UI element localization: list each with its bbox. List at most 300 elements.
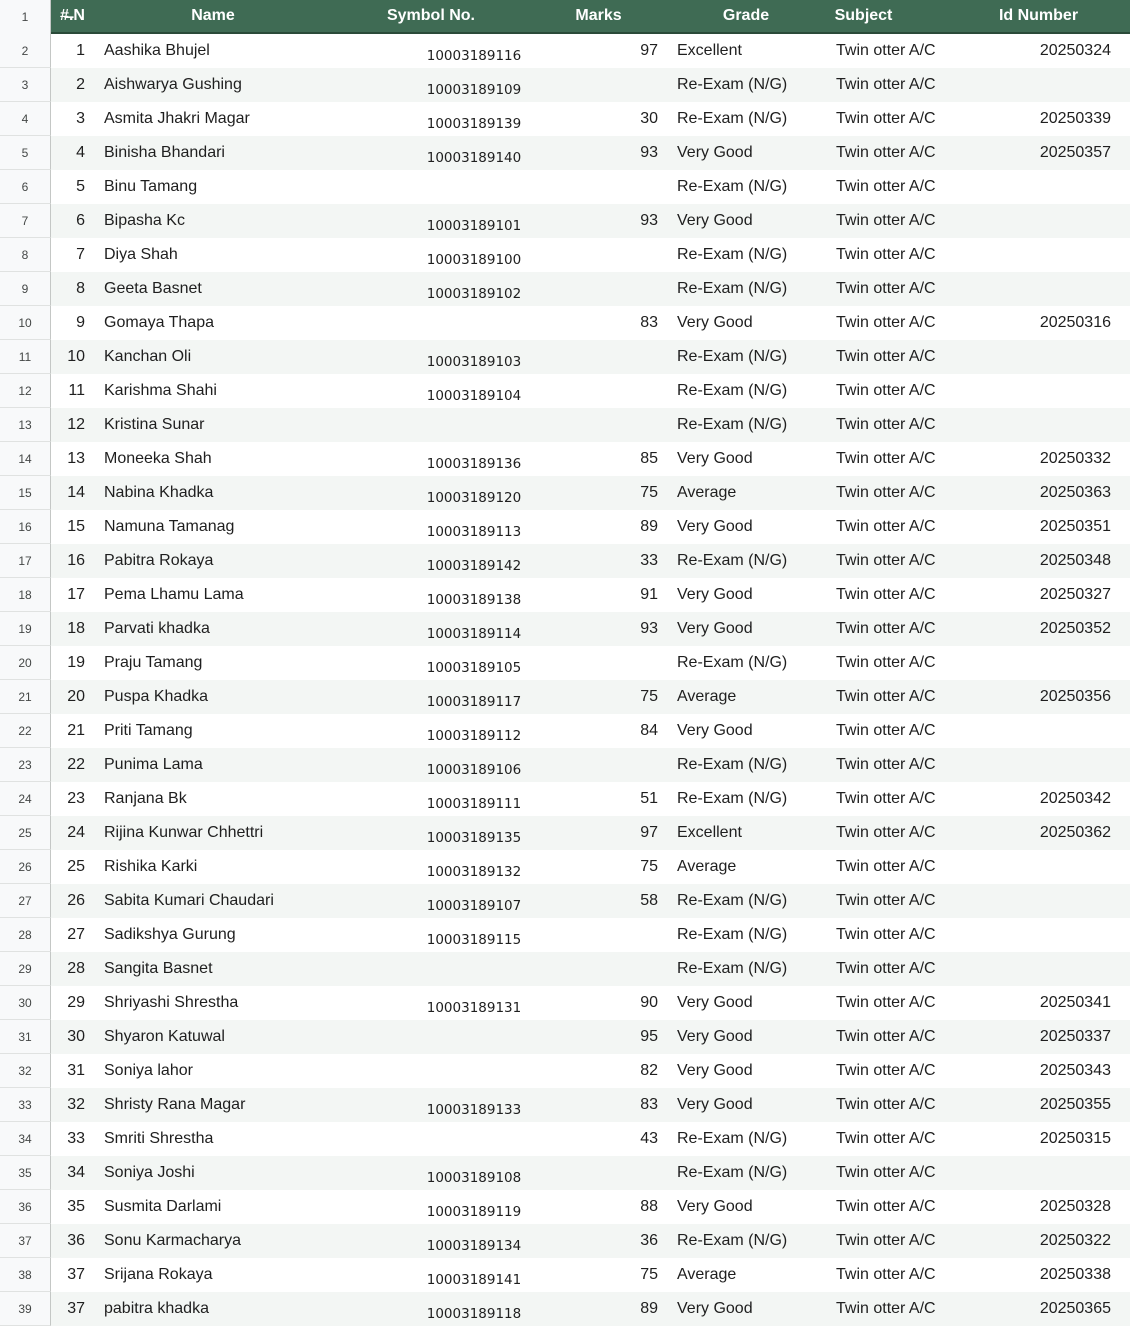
subject-cell[interactable]: Twin otter A/C	[836, 314, 936, 331]
grade-cell[interactable]: Re-Exam (N/G)	[677, 416, 788, 433]
grade-cell[interactable]: Excellent	[677, 824, 742, 841]
marks-cell[interactable]: 88	[640, 1198, 658, 1215]
symbol-cell[interactable]: 10003189114	[426, 626, 522, 642]
name-cell[interactable]: Nabina Khadka	[104, 484, 214, 501]
id-number-cell[interactable]: 20250327	[1039, 586, 1111, 603]
symbol-cell[interactable]: 10003189140	[426, 150, 522, 166]
row-number[interactable]: 33	[0, 1088, 51, 1122]
row-number[interactable]: 11	[0, 340, 51, 374]
row-number[interactable]: 21	[0, 680, 51, 714]
row-number[interactable]: 1	[0, 0, 51, 35]
row-number[interactable]: 5	[0, 136, 51, 170]
id-number-cell[interactable]	[1011, 918, 1111, 952]
subject-cell[interactable]: Twin otter A/C	[836, 416, 936, 433]
marks-cell[interactable]: 51	[640, 790, 658, 807]
sn-cell[interactable]: 35	[67, 1198, 85, 1215]
row-number[interactable]: 20	[0, 646, 51, 680]
grade-cell[interactable]: Very Good	[677, 1062, 753, 1079]
name-cell[interactable]: Kristina Sunar	[104, 416, 205, 433]
row-number[interactable]: 15	[0, 476, 51, 510]
grade-cell[interactable]: Very Good	[677, 1198, 753, 1215]
symbol-cell[interactable]: 10003189120	[426, 490, 522, 506]
sn-cell[interactable]: 37	[67, 1266, 85, 1283]
sn-cell[interactable]: 25	[67, 858, 85, 875]
grade-cell[interactable]: Re-Exam (N/G)	[677, 1232, 788, 1249]
marks-cell[interactable]: 84	[640, 722, 658, 739]
marks-cell[interactable]: 89	[640, 518, 658, 535]
sn-cell[interactable]: 22	[67, 756, 85, 773]
symbol-cell[interactable]	[336, 1122, 612, 1156]
name-cell[interactable]: Pema Lhamu Lama	[104, 586, 244, 603]
sn-cell[interactable]: 10	[67, 348, 85, 365]
grade-cell[interactable]: Re-Exam (N/G)	[677, 552, 788, 569]
subject-cell[interactable]: Twin otter A/C	[836, 858, 936, 875]
subject-cell[interactable]: Twin otter A/C	[836, 1164, 936, 1181]
row-number[interactable]: 28	[0, 918, 51, 952]
subject-cell[interactable]: Twin otter A/C	[836, 1028, 936, 1045]
id-number-cell[interactable]: 20250362	[1039, 824, 1111, 841]
sn-cell[interactable]: 5	[76, 178, 85, 195]
name-cell[interactable]: Kanchan Oli	[104, 348, 192, 365]
row-number[interactable]: 13	[0, 408, 51, 442]
name-cell[interactable]: Smriti Shrestha	[104, 1130, 214, 1147]
header-id-number[interactable]: Id Number	[998, 7, 1079, 24]
name-cell[interactable]: Sonu Karmacharya	[104, 1232, 241, 1249]
subject-cell[interactable]: Twin otter A/C	[836, 76, 936, 93]
row-number[interactable]: 32	[0, 1054, 51, 1088]
grade-cell[interactable]: Very Good	[677, 518, 753, 535]
grade-cell[interactable]: Re-Exam (N/G)	[677, 892, 788, 909]
grade-cell[interactable]: Re-Exam (N/G)	[677, 1130, 788, 1147]
id-number-cell[interactable]: 20250365	[1039, 1300, 1111, 1317]
name-cell[interactable]: Parvati khadka	[104, 620, 210, 637]
sn-cell[interactable]: 33	[67, 1130, 85, 1147]
name-cell[interactable]: Soniya Joshi	[104, 1164, 195, 1181]
subject-cell[interactable]: Twin otter A/C	[836, 144, 936, 161]
subject-cell[interactable]: Twin otter A/C	[836, 212, 936, 229]
marks-cell[interactable]	[611, 408, 658, 442]
id-number-cell[interactable]: 20250355	[1039, 1096, 1111, 1113]
id-number-cell[interactable]: 20250324	[1039, 42, 1111, 59]
symbol-cell[interactable]: 10003189141	[426, 1272, 522, 1288]
symbol-cell[interactable]	[336, 170, 612, 204]
symbol-cell[interactable]: 10003189133	[426, 1102, 522, 1118]
symbol-cell[interactable]: 10003189131	[426, 1000, 522, 1016]
row-number[interactable]: 10	[0, 306, 51, 340]
subject-cell[interactable]: Twin otter A/C	[836, 756, 936, 773]
id-number-cell[interactable]: 20250316	[1039, 314, 1111, 331]
symbol-cell[interactable]	[336, 408, 612, 442]
subject-cell[interactable]: Twin otter A/C	[836, 348, 936, 365]
name-cell[interactable]: Asmita Jhakri Magar	[104, 110, 250, 127]
name-cell[interactable]: Priti Tamang	[104, 722, 193, 739]
grade-cell[interactable]: Re-Exam (N/G)	[677, 110, 788, 127]
row-number[interactable]: 6	[0, 170, 51, 204]
marks-cell[interactable]: 97	[640, 42, 658, 59]
name-cell[interactable]: Praju Tamang	[104, 654, 203, 671]
sn-cell[interactable]: 3	[76, 110, 85, 127]
symbol-cell[interactable]: 10003189115	[426, 932, 522, 948]
row-number[interactable]: 2	[0, 34, 51, 68]
subject-cell[interactable]: Twin otter A/C	[836, 246, 936, 263]
marks-cell[interactable]: 93	[640, 620, 658, 637]
name-cell[interactable]: Susmita Darlami	[104, 1198, 222, 1215]
id-number-cell[interactable]: 20250328	[1039, 1198, 1111, 1215]
marks-cell[interactable]	[611, 646, 658, 680]
subject-cell[interactable]: Twin otter A/C	[836, 1198, 936, 1215]
sn-cell[interactable]: 30	[67, 1028, 85, 1045]
sn-cell[interactable]: 36	[67, 1232, 85, 1249]
subject-cell[interactable]: Twin otter A/C	[836, 42, 936, 59]
subject-cell[interactable]: Twin otter A/C	[836, 552, 936, 569]
subject-cell[interactable]: Twin otter A/C	[836, 960, 936, 977]
name-cell[interactable]: Sabita Kumari Chaudari	[104, 892, 274, 909]
name-cell[interactable]: Shyaron Katuwal	[104, 1028, 225, 1045]
grade-cell[interactable]: Re-Exam (N/G)	[677, 76, 788, 93]
marks-cell[interactable]: 85	[640, 450, 658, 467]
name-cell[interactable]: Shristy Rana Magar	[104, 1096, 246, 1113]
subject-cell[interactable]: Twin otter A/C	[836, 688, 936, 705]
name-cell[interactable]: Binu Tamang	[104, 178, 198, 195]
symbol-cell[interactable]: 10003189105	[426, 660, 522, 676]
sn-cell[interactable]: 32	[67, 1096, 85, 1113]
row-number[interactable]: 38	[0, 1258, 51, 1292]
name-cell[interactable]: Namuna Tamanag	[104, 518, 235, 535]
id-number-cell[interactable]: 20250339	[1039, 110, 1111, 127]
grade-cell[interactable]: Re-Exam (N/G)	[677, 280, 788, 297]
marks-cell[interactable]: 82	[640, 1062, 658, 1079]
marks-cell[interactable]: 83	[640, 314, 658, 331]
grade-cell[interactable]: Re-Exam (N/G)	[677, 654, 788, 671]
name-cell[interactable]: Sangita Basnet	[104, 960, 213, 977]
row-number[interactable]: 4	[0, 102, 51, 136]
id-number-cell[interactable]	[1011, 748, 1111, 782]
id-number-cell[interactable]: 20250332	[1039, 450, 1111, 467]
symbol-cell[interactable]: 10003189106	[426, 762, 522, 778]
marks-cell[interactable]: 75	[640, 688, 658, 705]
row-number[interactable]: 27	[0, 884, 51, 918]
row-number[interactable]: 29	[0, 952, 51, 986]
symbol-cell[interactable]: 10003189135	[426, 830, 522, 846]
id-number-cell[interactable]	[1011, 952, 1111, 986]
subject-cell[interactable]: Twin otter A/C	[836, 280, 936, 297]
name-cell[interactable]: Pabitra Rokaya	[104, 552, 214, 569]
marks-cell[interactable]: 90	[640, 994, 658, 1011]
marks-cell[interactable]: 83	[640, 1096, 658, 1113]
marks-cell[interactable]	[611, 238, 658, 272]
id-number-cell[interactable]	[1011, 374, 1111, 408]
name-cell[interactable]: Bipasha Kc	[104, 212, 185, 229]
header-marks[interactable]: Marks	[575, 7, 622, 24]
subject-cell[interactable]: Twin otter A/C	[836, 926, 936, 943]
marks-cell[interactable]: 75	[640, 484, 658, 501]
subject-cell[interactable]: Twin otter A/C	[836, 824, 936, 841]
subject-cell[interactable]: Twin otter A/C	[836, 790, 936, 807]
sn-cell[interactable]: 11	[68, 382, 85, 399]
grade-cell[interactable]: Re-Exam (N/G)	[677, 926, 788, 943]
subject-cell[interactable]: Twin otter A/C	[836, 994, 936, 1011]
symbol-cell[interactable]: 10003189118	[426, 1306, 522, 1322]
header-name[interactable]: Name	[191, 7, 235, 24]
id-number-cell[interactable]: 20250357	[1039, 144, 1111, 161]
symbol-cell[interactable]: 10003189138	[426, 592, 522, 608]
marks-cell[interactable]: 75	[640, 1266, 658, 1283]
marks-cell[interactable]: 89	[640, 1300, 658, 1317]
id-number-cell[interactable]	[1011, 714, 1111, 748]
grade-cell[interactable]: Very Good	[677, 620, 753, 637]
id-number-cell[interactable]	[1011, 204, 1111, 238]
marks-cell[interactable]	[611, 170, 658, 204]
marks-cell[interactable]: 30	[640, 110, 658, 127]
marks-cell[interactable]	[611, 918, 658, 952]
symbol-cell[interactable]	[336, 306, 612, 340]
grade-cell[interactable]: Re-Exam (N/G)	[677, 178, 788, 195]
name-cell[interactable]: Puspa Khadka	[104, 688, 209, 705]
id-number-cell[interactable]	[1011, 340, 1111, 374]
row-number[interactable]: 22	[0, 714, 51, 748]
grade-cell[interactable]: Re-Exam (N/G)	[677, 348, 788, 365]
sn-cell[interactable]: 24	[67, 824, 85, 841]
subject-cell[interactable]: Twin otter A/C	[836, 382, 936, 399]
id-number-cell[interactable]: 20250338	[1039, 1266, 1111, 1283]
grade-cell[interactable]: Very Good	[677, 1300, 753, 1317]
header-grade[interactable]: Grade	[722, 7, 770, 24]
id-number-cell[interactable]: 20250352	[1039, 620, 1111, 637]
id-number-cell[interactable]: 20250351	[1039, 518, 1111, 535]
name-cell[interactable]: Punima Lama	[104, 756, 203, 773]
symbol-cell[interactable]: 10003189112	[426, 728, 522, 744]
row-number[interactable]: 9	[0, 272, 51, 306]
subject-cell[interactable]: Twin otter A/C	[836, 1266, 936, 1283]
symbol-cell[interactable]	[336, 1020, 612, 1054]
name-cell[interactable]: Binisha Bhandari	[104, 144, 225, 161]
row-number[interactable]: 17	[0, 544, 51, 578]
row-number[interactable]: 24	[0, 782, 51, 816]
name-cell[interactable]: pabitra khadka	[104, 1300, 209, 1317]
sn-cell[interactable]: 23	[67, 790, 85, 807]
subject-cell[interactable]: Twin otter A/C	[836, 518, 936, 535]
id-number-cell[interactable]: 20250315	[1039, 1130, 1111, 1147]
subject-cell[interactable]: Twin otter A/C	[836, 178, 936, 195]
name-cell[interactable]: Geeta Basnet	[104, 280, 202, 297]
grade-cell[interactable]: Very Good	[677, 722, 753, 739]
sn-cell[interactable]: 1	[76, 42, 85, 59]
row-number[interactable]: 8	[0, 238, 51, 272]
grade-cell[interactable]: Re-Exam (N/G)	[677, 960, 788, 977]
subject-cell[interactable]: Twin otter A/C	[836, 1062, 936, 1079]
row-number[interactable]: 3	[0, 68, 51, 102]
sn-cell[interactable]: 37	[67, 1300, 85, 1317]
id-number-cell[interactable]	[1011, 646, 1111, 680]
marks-cell[interactable]: 36	[640, 1232, 658, 1249]
header-symbol[interactable]: Symbol No.	[386, 7, 475, 24]
sn-cell[interactable]: 14	[67, 484, 85, 501]
name-cell[interactable]: Aishwarya Gushing	[104, 76, 242, 93]
symbol-cell[interactable]	[336, 1054, 612, 1088]
grade-cell[interactable]: Re-Exam (N/G)	[677, 756, 788, 773]
id-number-cell[interactable]: 20250356	[1039, 688, 1111, 705]
marks-cell[interactable]	[611, 272, 658, 306]
marks-cell[interactable]: 95	[640, 1028, 658, 1045]
id-number-cell[interactable]: 20250348	[1039, 552, 1111, 569]
name-cell[interactable]: Srijana Rokaya	[104, 1266, 213, 1283]
subject-cell[interactable]: Twin otter A/C	[836, 722, 936, 739]
row-number[interactable]: 31	[0, 1020, 51, 1054]
symbol-cell[interactable]	[336, 952, 612, 986]
row-number[interactable]: 23	[0, 748, 51, 782]
subject-cell[interactable]: Twin otter A/C	[836, 1232, 936, 1249]
grade-cell[interactable]: Average	[677, 484, 737, 501]
marks-cell[interactable]	[611, 340, 658, 374]
marks-cell[interactable]	[611, 748, 658, 782]
row-number[interactable]: 26	[0, 850, 51, 884]
marks-cell[interactable]: 58	[640, 892, 658, 909]
sn-cell[interactable]: 2	[76, 76, 85, 93]
sn-cell[interactable]: 9	[76, 314, 85, 331]
sn-cell[interactable]: 4	[76, 144, 85, 161]
row-number[interactable]: 12	[0, 374, 51, 408]
id-number-cell[interactable]	[1011, 408, 1111, 442]
symbol-cell[interactable]: 10003189139	[426, 116, 522, 132]
name-cell[interactable]: Ranjana Bk	[104, 790, 187, 807]
name-cell[interactable]: Rishika Karki	[104, 858, 198, 875]
marks-cell[interactable]: 75	[640, 858, 658, 875]
row-number[interactable]: 34	[0, 1122, 51, 1156]
subject-cell[interactable]: Twin otter A/C	[836, 586, 936, 603]
sn-cell[interactable]: 12	[67, 416, 85, 433]
sn-cell[interactable]: 6	[76, 212, 85, 229]
row-number[interactable]: 35	[0, 1156, 51, 1190]
marks-cell[interactable]	[611, 68, 658, 102]
sn-cell[interactable]: 21	[67, 722, 85, 739]
sn-cell[interactable]: 17	[67, 586, 85, 603]
symbol-cell[interactable]: 10003189107	[426, 898, 522, 914]
subject-cell[interactable]: Twin otter A/C	[836, 484, 936, 501]
id-number-cell[interactable]	[1011, 170, 1111, 204]
id-number-cell[interactable]: 20250322	[1039, 1232, 1111, 1249]
name-cell[interactable]: Diya Shah	[104, 246, 178, 263]
grade-cell[interactable]: Very Good	[677, 212, 753, 229]
grade-cell[interactable]: Excellent	[677, 42, 742, 59]
name-cell[interactable]: Moneeka Shah	[104, 450, 212, 467]
sn-cell[interactable]: 28	[67, 960, 85, 977]
grade-cell[interactable]: Very Good	[677, 586, 753, 603]
sn-cell[interactable]: 26	[67, 892, 85, 909]
id-number-cell[interactable]	[1011, 1156, 1111, 1190]
symbol-cell[interactable]: 10003189134	[426, 1238, 522, 1254]
marks-cell[interactable]: 93	[640, 212, 658, 229]
name-cell[interactable]: Shriyashi Shrestha	[104, 994, 239, 1011]
marks-cell[interactable]: 97	[640, 824, 658, 841]
row-number[interactable]: 36	[0, 1190, 51, 1224]
symbol-cell[interactable]: 10003189101	[426, 218, 522, 234]
name-cell[interactable]: Sadikshya Gurung	[104, 926, 236, 943]
grade-cell[interactable]: Re-Exam (N/G)	[677, 1164, 788, 1181]
grade-cell[interactable]: Re-Exam (N/G)	[677, 382, 788, 399]
header-subject[interactable]: Subject	[834, 7, 893, 24]
id-number-cell[interactable]	[1011, 884, 1111, 918]
marks-cell[interactable]: 91	[640, 586, 658, 603]
sn-cell[interactable]: 18	[67, 620, 85, 637]
sn-cell[interactable]: 16	[67, 552, 85, 569]
grade-cell[interactable]: Very Good	[677, 1028, 753, 1045]
subject-cell[interactable]: Twin otter A/C	[836, 110, 936, 127]
header-sn[interactable]: #̶.N	[60, 7, 85, 24]
row-number[interactable]: 25	[0, 816, 51, 850]
sn-cell[interactable]: 15	[67, 518, 85, 535]
sn-cell[interactable]: 29	[67, 994, 85, 1011]
row-number[interactable]: 19	[0, 612, 51, 646]
grade-cell[interactable]: Average	[677, 858, 737, 875]
symbol-cell[interactable]: 10003189142	[426, 558, 522, 574]
sn-cell[interactable]: 31	[67, 1062, 85, 1079]
subject-cell[interactable]: Twin otter A/C	[836, 892, 936, 909]
symbol-cell[interactable]: 10003189113	[426, 524, 522, 540]
id-number-cell[interactable]: 20250342	[1039, 790, 1111, 807]
symbol-cell[interactable]: 10003189108	[426, 1170, 522, 1186]
id-number-cell[interactable]	[1011, 68, 1111, 102]
subject-cell[interactable]: Twin otter A/C	[836, 1130, 936, 1147]
marks-cell[interactable]	[611, 374, 658, 408]
grade-cell[interactable]: Very Good	[677, 994, 753, 1011]
row-number[interactable]: 37	[0, 1224, 51, 1258]
symbol-cell[interactable]: 10003189117	[426, 694, 522, 710]
grade-cell[interactable]: Average	[677, 1266, 737, 1283]
grade-cell[interactable]: Very Good	[677, 450, 753, 467]
marks-cell[interactable]	[611, 952, 658, 986]
row-number[interactable]: 30	[0, 986, 51, 1020]
name-cell[interactable]: Karishma Shahi	[104, 382, 217, 399]
row-number[interactable]: 18	[0, 578, 51, 612]
symbol-cell[interactable]: 10003189104	[426, 388, 522, 404]
symbol-cell[interactable]: 10003189119	[426, 1204, 522, 1220]
id-number-cell[interactable]: 20250363	[1039, 484, 1111, 501]
name-cell[interactable]: Aashika Bhujel	[104, 42, 210, 59]
row-number[interactable]: 7	[0, 204, 51, 238]
subject-cell[interactable]: Twin otter A/C	[836, 620, 936, 637]
id-number-cell[interactable]: 20250343	[1039, 1062, 1111, 1079]
row-number[interactable]: 39	[0, 1292, 51, 1326]
id-number-cell[interactable]	[1011, 850, 1111, 884]
name-cell[interactable]: Gomaya Thapa	[104, 314, 214, 331]
grade-cell[interactable]: Re-Exam (N/G)	[677, 246, 788, 263]
grade-cell[interactable]: Very Good	[677, 1096, 753, 1113]
sn-cell[interactable]: 20	[67, 688, 85, 705]
id-number-cell[interactable]	[1011, 272, 1111, 306]
name-cell[interactable]: Rijina Kunwar Chhettri	[104, 824, 264, 841]
symbol-cell[interactable]: 10003189102	[426, 286, 522, 302]
marks-cell[interactable]	[611, 1156, 658, 1190]
subject-cell[interactable]: Twin otter A/C	[836, 1096, 936, 1113]
sn-cell[interactable]: 19	[67, 654, 85, 671]
name-cell[interactable]: Soniya lahor	[104, 1062, 193, 1079]
row-number[interactable]: 16	[0, 510, 51, 544]
symbol-cell[interactable]: 10003189136	[426, 456, 522, 472]
grade-cell[interactable]: Re-Exam (N/G)	[677, 790, 788, 807]
sn-cell[interactable]: 7	[76, 246, 85, 263]
symbol-cell[interactable]: 10003189111	[426, 796, 522, 812]
symbol-cell[interactable]: 10003189100	[426, 252, 522, 268]
id-number-cell[interactable]: 20250337	[1039, 1028, 1111, 1045]
symbol-cell[interactable]: 10003189132	[426, 864, 522, 880]
symbol-cell[interactable]: 10003189116	[426, 48, 522, 64]
symbol-cell[interactable]: 10003189109	[426, 82, 522, 98]
sn-cell[interactable]: 13	[67, 450, 85, 467]
row-number[interactable]: 14	[0, 442, 51, 476]
id-number-cell[interactable]: 20250341	[1039, 994, 1111, 1011]
id-number-cell[interactable]	[1011, 238, 1111, 272]
subject-cell[interactable]: Twin otter A/C	[836, 450, 936, 467]
